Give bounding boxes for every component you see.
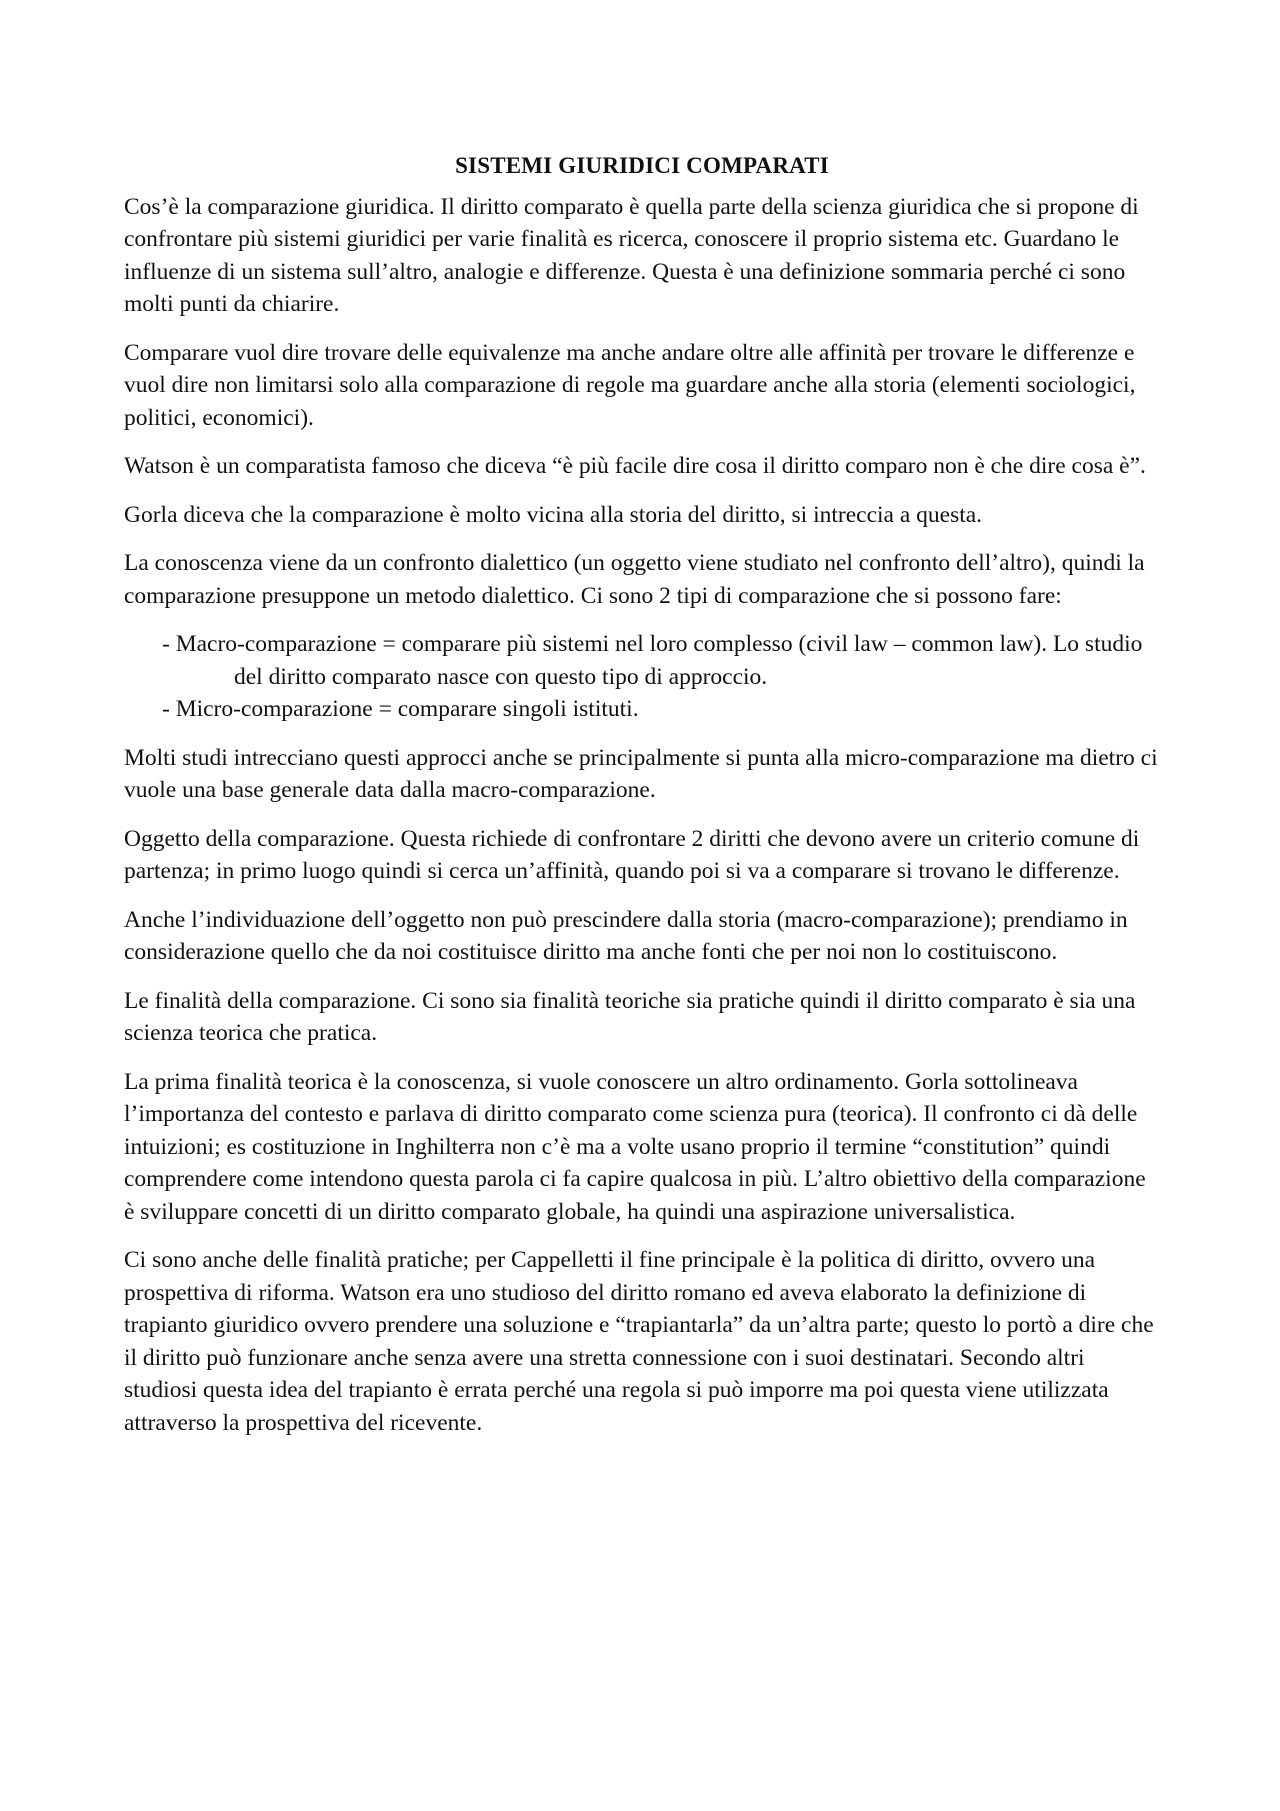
paragraph: Watson è un comparatista famoso che diceva “è più facile dire cosa il diritto comparo non è che dire cosa è”. bbox=[124, 453, 1146, 479]
list-item: - Macro-comparazione = comparare più sistemi nel loro complesso (civil law – common law). Lo studio del diritto comparato nasce con questo tipo di approccio. bbox=[162, 631, 1143, 690]
paragraph: La prima finalità teorica è la conoscenza, si vuole conoscere un altro ordinamento. Gorla sottolineava l’importanza del contesto e parlava di diritto comparato come scienza pura (teorica). Il confronto ci dà delle intuizioni; es costituzione in Inghilterra non c’è ma a volte usano proprio il termine “constitution” quindi comprendere come intendono questa parola ci fa capire qualcosa in più. L’altro obiettivo della comparazione è sviluppare concetti di un diritto comparato globale, ha quindi una aspirazione universalistica. bbox=[124, 1068, 1146, 1225]
comparison-types-list bbox=[124, 628, 1160, 726]
paragraph: Cos’è la comparazione giuridica. Il diritto comparato è quella parte della scienza giuridica che si propone di confrontare più sistemi giuridici per varie finalità es ricerca, conoscere il proprio sistema etc. Guardano le influenze di un sistema sull’altro, analogie e differenze. Questa è una definizione sommaria perché ci sono molti punti da chiarire. bbox=[124, 193, 1139, 317]
paragraph: Ci sono anche delle finalità pratiche; per Cappelletti il fine principale è la politica di diritto, ovvero una prospettiva di riforma. Watson era uno studioso del diritto romano ed aveva elaborato la definizione di trapianto giuridico ovvero prendere una soluzione e “trapiantarla” da un’altra parte; questo lo portò a dire che il diritto può funzionare anche senza avere una stretta connessione con i suoi destinatari. Secondo altri studiosi questa idea del trapianto è errata perché una regola si può imporre ma poi questa viene utilizzata attraverso la prospettiva del ricevente. bbox=[124, 1247, 1154, 1436]
paragraph: Oggetto della comparazione. Questa richiede di confrontare 2 diritti che devono avere un criterio comune di partenza; in primo luogo quindi si cerca un’affinità, quando poi si va a comparare si trovano le differenze. bbox=[124, 825, 1140, 884]
paragraph: La conoscenza viene da un confronto dialettico (un oggetto viene studiato nel confronto dell’altro), quindi la comparazione presuppone un metodo dialettico. Ci sono 2 tipi di comparazione che si possono fare: bbox=[124, 550, 1145, 609]
paragraph: Anche l’individuazione dell’oggetto non può prescindere dalla storia (macro-comparazione); prendiamo in considerazione quello che da noi costituisce diritto ma anche fonti che per noi non lo costituiscono. bbox=[124, 906, 1128, 965]
paragraph: Le finalità della comparazione. Ci sono sia finalità teoriche sia pratiche quindi il diritto comparato è sia una scienza teorica che pratica. bbox=[124, 987, 1136, 1046]
paragraph: Molti studi intrecciano questi approcci anche se principalmente si punta alla micro-comparazione ma dietro ci vuole una base generale data dalla macro-comparazione. bbox=[124, 744, 1158, 803]
document-title: SISTEMI GIURIDICI COMPARATI bbox=[455, 153, 829, 178]
paragraph: Gorla diceva che la comparazione è molto vicina alla storia del diritto, si intreccia a questa. bbox=[124, 501, 983, 528]
paragraph: Comparare vuol dire trovare delle equivalenze ma anche andare oltre alle affinità per trovare le differenze e vuol dire non limitarsi solo alla comparazione di regole ma guardare anche alla storia (elementi sociologici, politici, economici). bbox=[124, 339, 1136, 431]
list-item: - Micro-comparazione = comparare singoli istituti. bbox=[162, 696, 639, 722]
